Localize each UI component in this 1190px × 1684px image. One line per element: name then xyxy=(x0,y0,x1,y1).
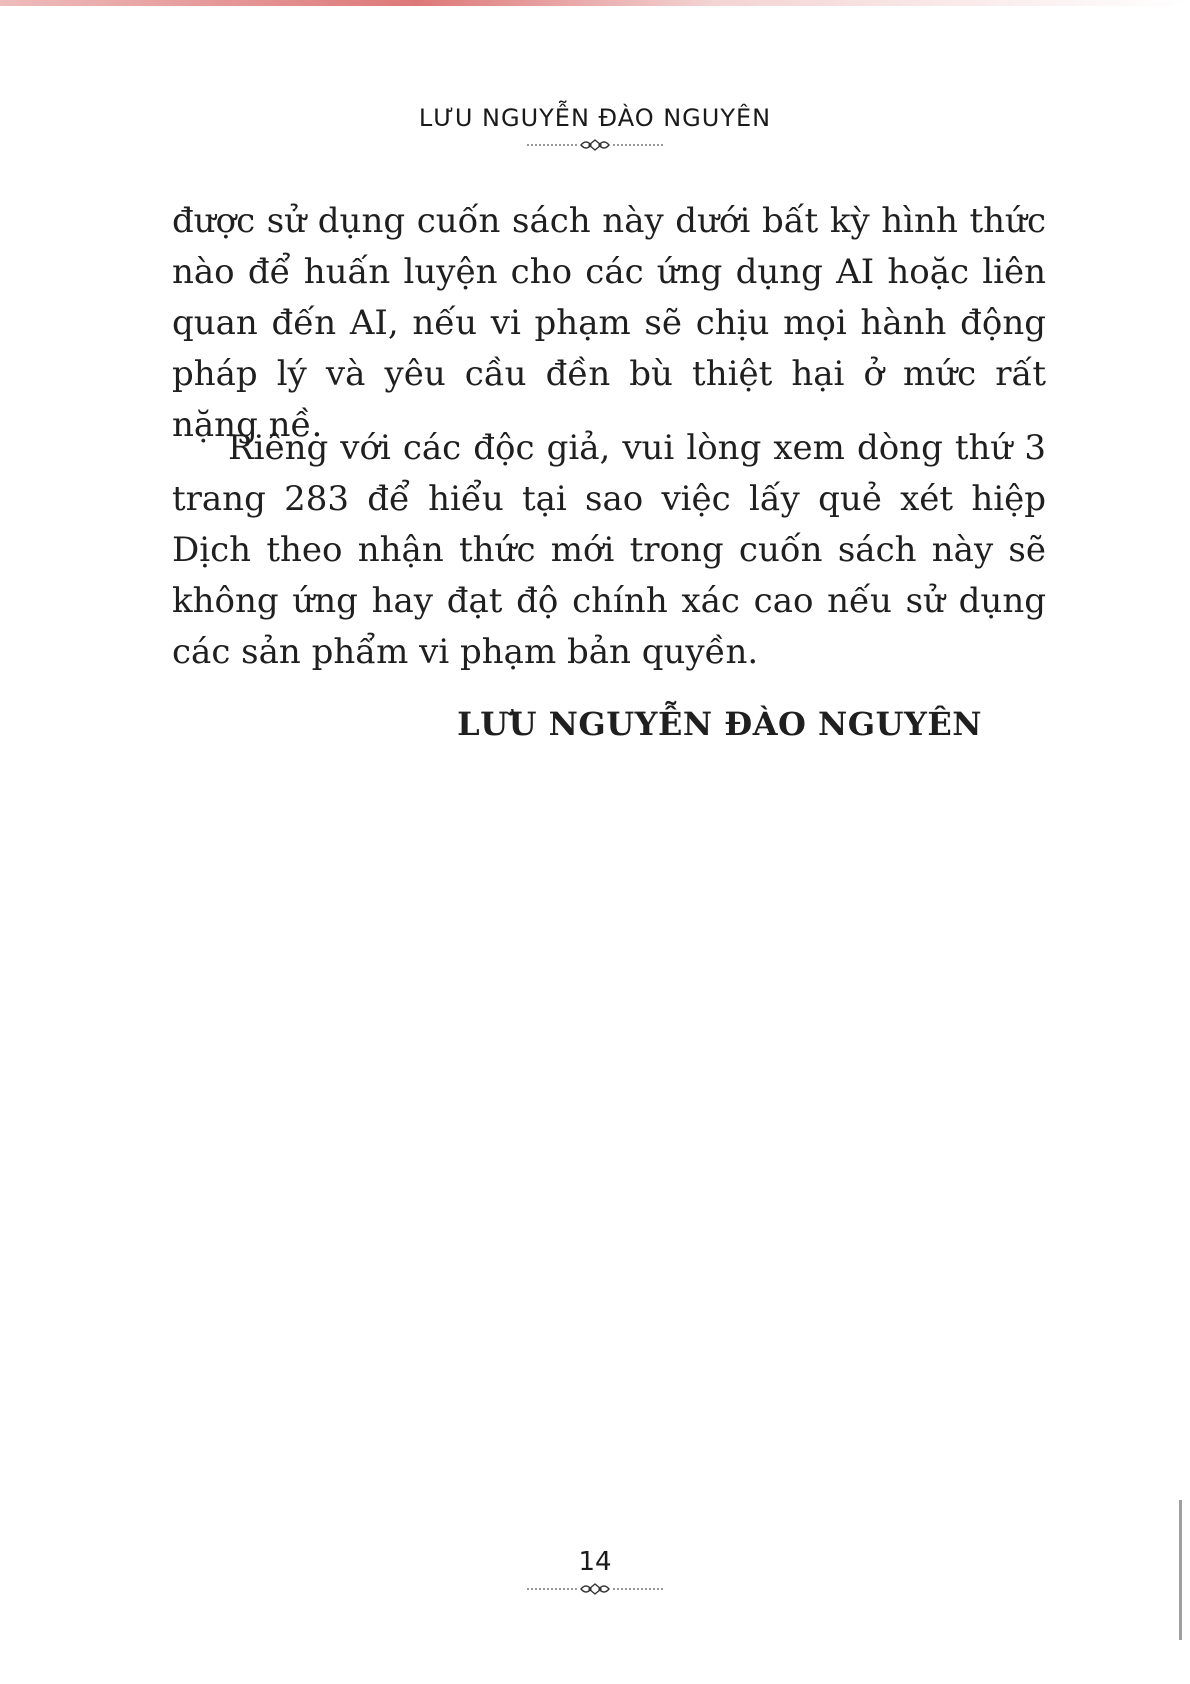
author-signature: LƯU NGUYỄN ĐÀO NGUYÊN xyxy=(457,705,982,743)
header-ornament-icon xyxy=(525,138,665,152)
running-header: LƯU NGUYỄN ĐÀO NGUYÊN xyxy=(418,104,772,132)
scan-edge-top xyxy=(0,0,1190,6)
body-paragraph: Riêng với các độc giả, vui lòng xem dòng thứ 3 trang 283 để hiểu tại sao việc lấy quẻ xét hiệp Dịch theo nhận thức mới trong cuốn sách này sẽ không ứng hay đạt độ chính xác cao nếu sử dụng các sản phẩm vi phạm bản quyền. xyxy=(172,428,1046,672)
footer-ornament-icon xyxy=(525,1582,665,1596)
page-number: 14 xyxy=(578,1547,612,1577)
body-paragraph: được sử dụng cuốn sách này dưới bất kỳ hình thức nào để huấn luyện cho các ứng dụng AI hoặc liên quan đến AI, nếu vi phạm sẽ chịu mọi hành động pháp lý và yêu cầu đền bù thiệt hại ở mức rất nặng nề. xyxy=(172,201,1046,445)
